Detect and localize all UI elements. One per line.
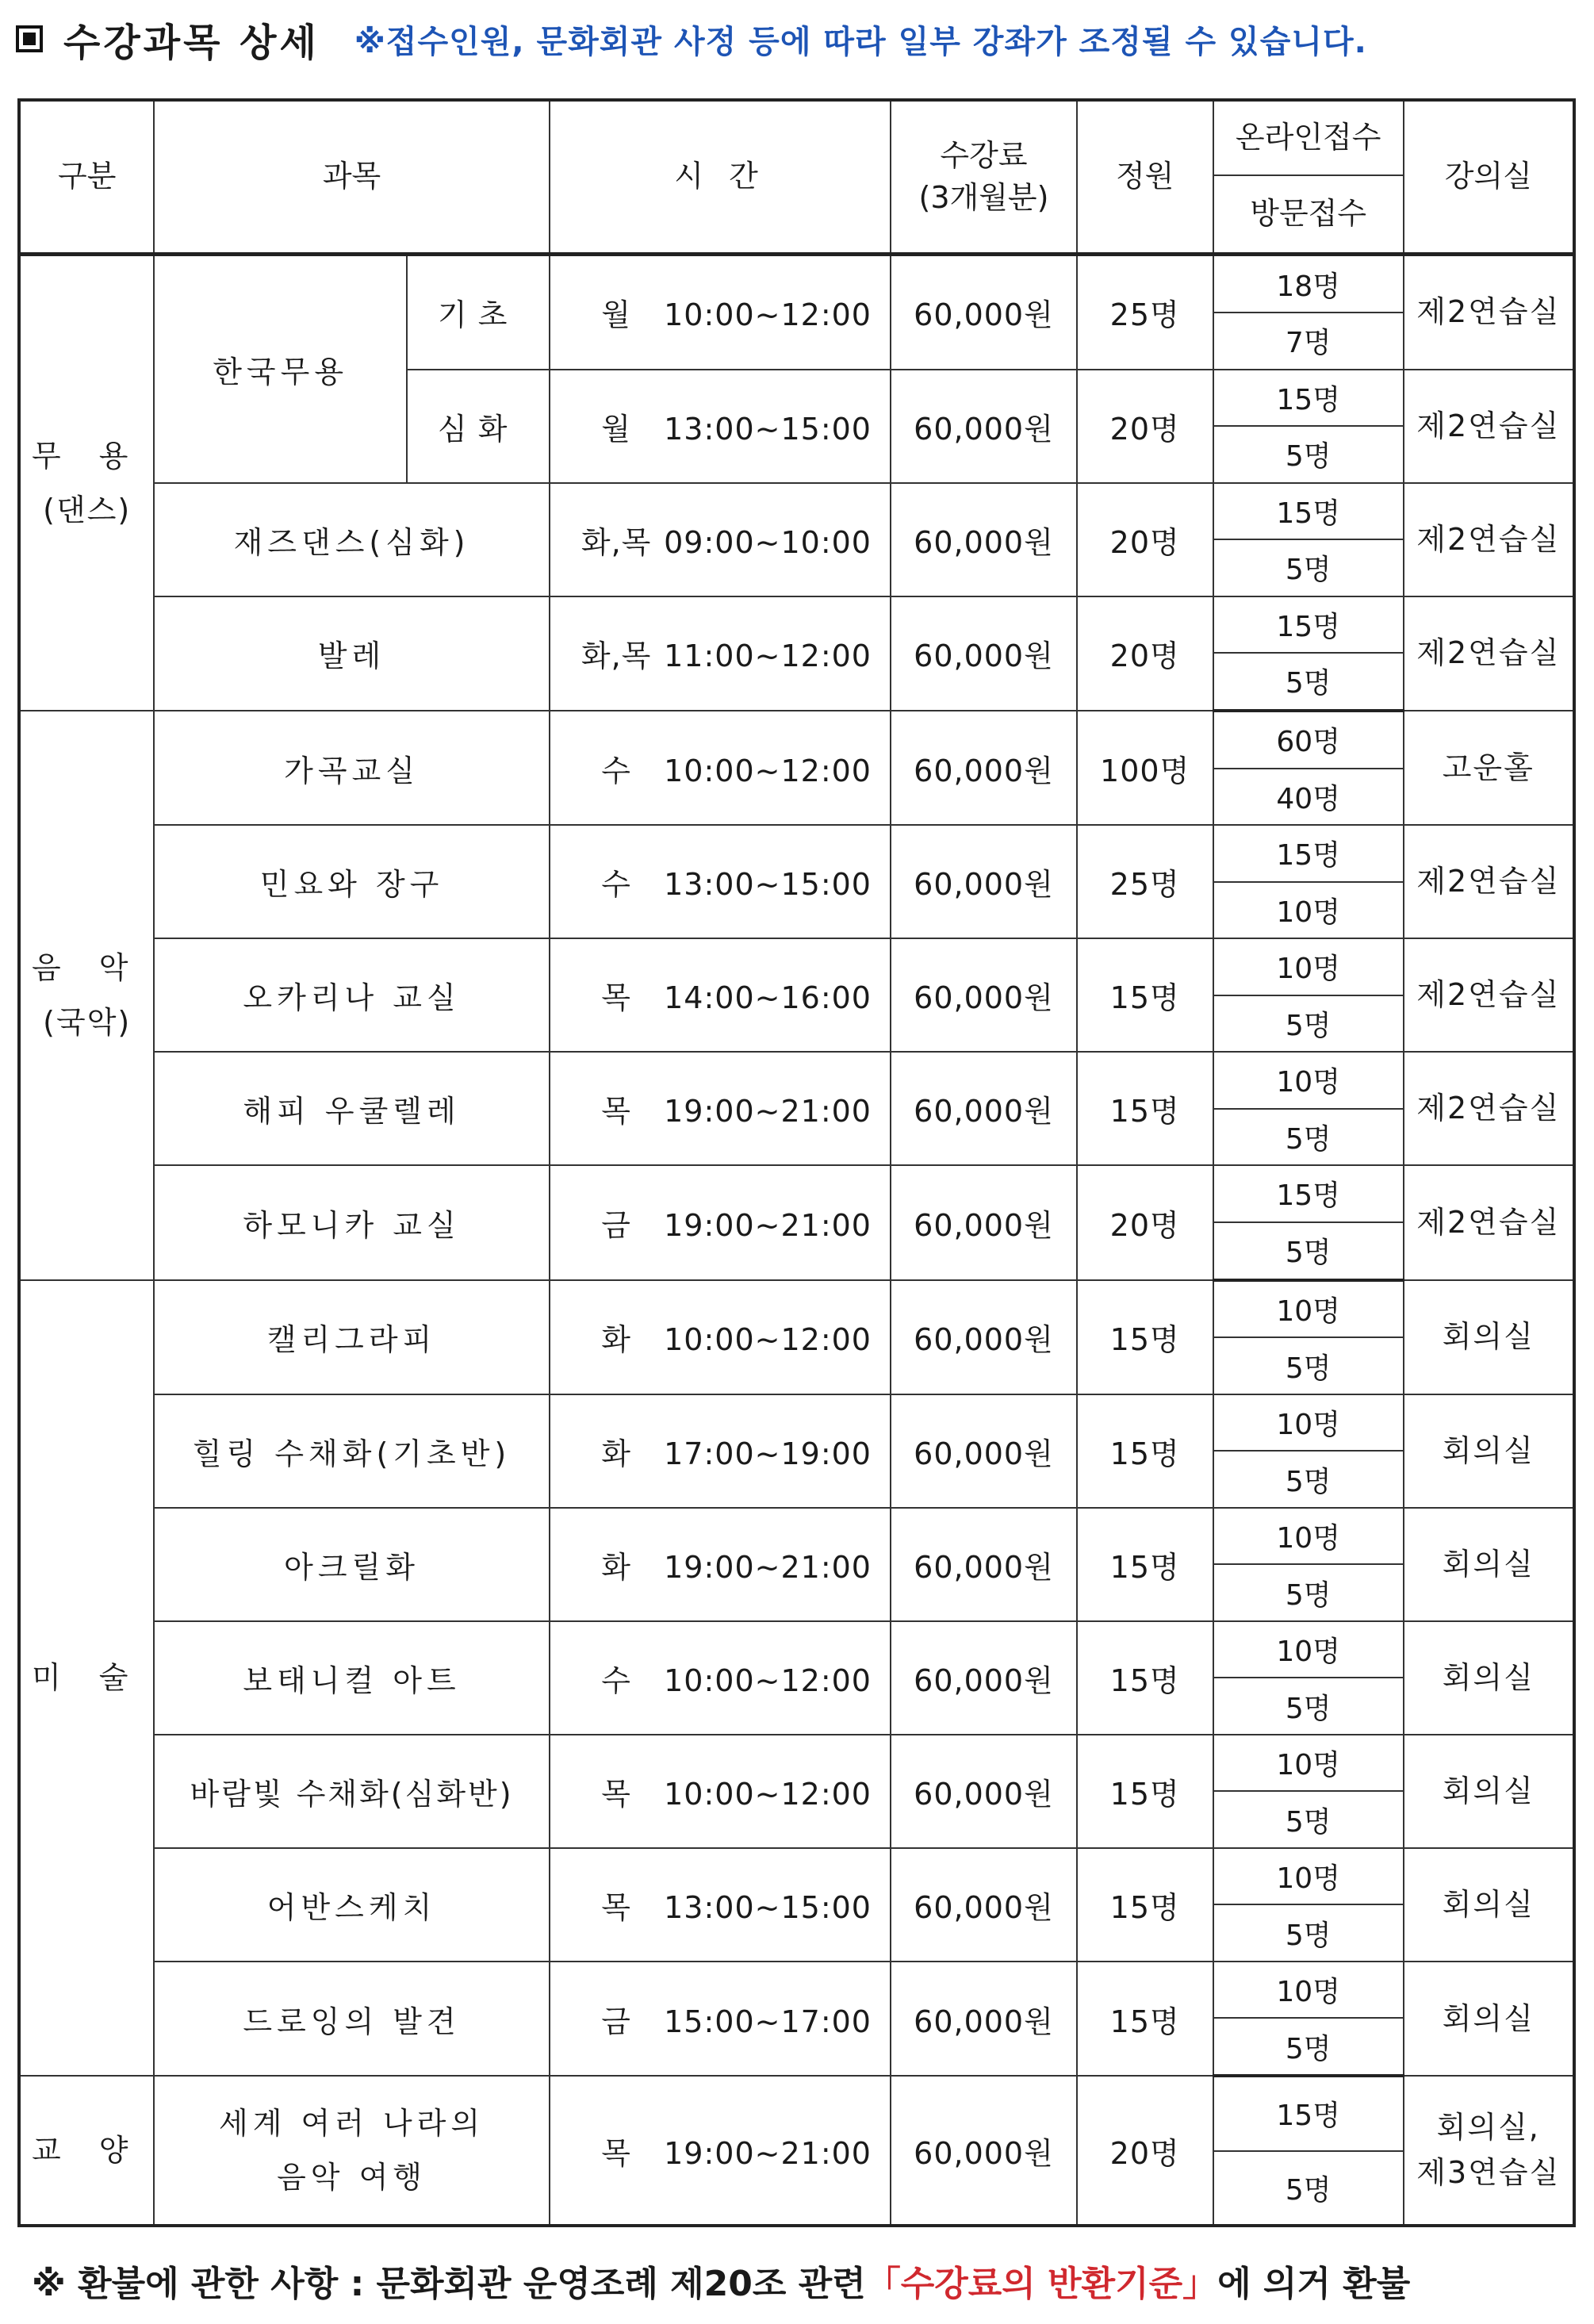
visit-count: 5명: [1213, 1904, 1404, 1962]
online-count: 60명: [1213, 711, 1404, 769]
page-title: 수강과목 상세: [63, 20, 320, 65]
table-row: [19, 938, 1574, 995]
category-label: 교 양: [31, 2132, 143, 2168]
visit-count: 7명: [1213, 313, 1404, 370]
subject-cell: 하모니카 교실: [154, 1165, 549, 1279]
visit-count: 5명: [1213, 2151, 1404, 2226]
visit-count: 5명: [1213, 995, 1404, 1053]
table-row: [19, 711, 1574, 769]
category-culture: [19, 2076, 154, 2226]
online-count: 15명: [1213, 2076, 1404, 2150]
subject-cell: 바람빛 수채화(심화반): [154, 1735, 549, 1848]
room-cell: 제2연습실: [1404, 1165, 1574, 1279]
fee-cell: 60,000원: [891, 711, 1076, 825]
time-cell: [550, 1394, 891, 1508]
header-fee: [891, 100, 1076, 255]
day-text: 목: [601, 1776, 631, 1812]
visit-count: 5명: [1213, 1337, 1404, 1394]
time-text: 10:00~12:00: [664, 1322, 872, 1358]
time-cell: [550, 2076, 891, 2226]
visit-count: 5명: [1213, 1678, 1404, 1735]
day-text: 월: [601, 297, 631, 333]
room-cell: 회의실: [1404, 1394, 1574, 1508]
online-count: 10명: [1213, 1735, 1404, 1792]
header-time: 시 간: [550, 100, 891, 255]
time-text: 19:00~21:00: [664, 2135, 872, 2171]
fee-cell: 60,000원: [891, 1052, 1076, 1165]
subject-cell: 해피 우쿨렐레: [154, 1052, 549, 1165]
fee-cell: 60,000원: [891, 370, 1076, 483]
subject-cell: 발레: [154, 596, 549, 711]
fee-cell: 60,000원: [891, 1735, 1076, 1848]
visit-count: 5명: [1213, 1791, 1404, 1848]
day-text: 월: [601, 411, 631, 447]
fee-cell: 60,000원: [891, 483, 1076, 596]
header-subject: 과목: [154, 100, 549, 255]
room-cell: 회의실: [1404, 1621, 1574, 1735]
subject-line-1: 세계 여러 나라의: [218, 2105, 485, 2141]
online-count: 10명: [1213, 1052, 1404, 1109]
visit-count: 5명: [1213, 1564, 1404, 1621]
capacity-cell: 15명: [1077, 1962, 1213, 2076]
table-row: [19, 1848, 1574, 1905]
subject-cell: [154, 2076, 549, 2226]
time-text: 19:00~21:00: [664, 1549, 872, 1585]
subject-cell: 캘리그라피: [154, 1280, 549, 1394]
category-sublabel: (댄스): [43, 492, 132, 527]
subject-cell: 어반스케치: [154, 1848, 549, 1962]
time-text: 17:00~19:00: [664, 1436, 872, 1471]
subject-cell: 한국무용: [154, 255, 406, 483]
day-text: 목: [601, 2135, 631, 2171]
time-cell: [550, 1848, 891, 1962]
capacity-cell: 15명: [1077, 1621, 1213, 1735]
section-title: [16, 11, 1586, 67]
online-count: 10명: [1213, 1848, 1404, 1905]
online-count: 10명: [1213, 1508, 1404, 1565]
capacity-cell: 15명: [1077, 1735, 1213, 1848]
time-text: 10:00~12:00: [664, 753, 872, 788]
capacity-cell: 20명: [1077, 596, 1213, 711]
table-row: [19, 2076, 1574, 2150]
capacity-cell: 15명: [1077, 1848, 1213, 1962]
online-count: 18명: [1213, 255, 1404, 313]
time-text: 14:00~16:00: [664, 980, 872, 1016]
room-cell: 고운홀: [1404, 711, 1574, 825]
capacity-cell: 20명: [1077, 370, 1213, 483]
table-row: [19, 1508, 1574, 1565]
day-text: 수: [601, 753, 631, 788]
day-text: 목: [601, 1094, 631, 1129]
table-row: [19, 255, 1574, 313]
fee-cell: 60,000원: [891, 1394, 1076, 1508]
capacity-cell: 20명: [1077, 2076, 1213, 2226]
time-cell: [550, 255, 891, 370]
time-cell: [550, 370, 891, 483]
visit-count: 5명: [1213, 653, 1404, 711]
visit-count: 10명: [1213, 882, 1404, 939]
visit-count: 5명: [1213, 2018, 1404, 2076]
time-cell: [550, 1508, 891, 1621]
category-label: 무 용: [31, 438, 143, 474]
online-count: 10명: [1213, 1394, 1404, 1452]
time-cell: [550, 1280, 891, 1394]
fee-cell: 60,000원: [891, 1165, 1076, 1279]
header-fee-sub: (3개월분): [918, 180, 1049, 215]
capacity-cell: 25명: [1077, 825, 1213, 938]
header-online: 온라인접수: [1213, 100, 1404, 175]
fee-cell: 60,000원: [891, 2076, 1076, 2226]
visit-count: 5명: [1213, 539, 1404, 596]
header-fee-label: 수강료: [940, 137, 1028, 173]
online-count: 15명: [1213, 483, 1404, 540]
time-cell: [550, 1735, 891, 1848]
time-text: 13:00~15:00: [664, 1889, 872, 1925]
room-cell: 제2연습실: [1404, 596, 1574, 711]
fee-cell: 60,000원: [891, 825, 1076, 938]
room-cell: 회의실: [1404, 1280, 1574, 1394]
capacity-cell: 20명: [1077, 1165, 1213, 1279]
day-text: 화,목: [581, 639, 652, 674]
time-text: 10:00~12:00: [664, 1776, 872, 1812]
capacity-cell: 15명: [1077, 1508, 1213, 1621]
table-row: [19, 1280, 1574, 1338]
room-cell: 회의실: [1404, 1735, 1574, 1848]
table-row: [19, 1165, 1574, 1222]
day-text: 목: [601, 1889, 631, 1925]
time-text: 19:00~21:00: [664, 1207, 872, 1243]
category-dance: [19, 255, 154, 711]
time-cell: [550, 1052, 891, 1165]
room-cell: 제2연습실: [1404, 255, 1574, 370]
time-text: 19:00~21:00: [664, 1094, 872, 1129]
subject-cell: 아크릴화: [154, 1508, 549, 1621]
online-count: 15명: [1213, 1165, 1404, 1222]
fee-cell: 60,000원: [891, 1508, 1076, 1621]
online-count: 15명: [1213, 825, 1404, 882]
header-room: 강의실: [1404, 100, 1574, 255]
table-row: [19, 1735, 1574, 1792]
time-cell: [550, 711, 891, 825]
room-line-1: 회의실,: [1436, 2110, 1540, 2146]
day-text: 화,목: [581, 524, 652, 560]
time-text: 10:00~12:00: [664, 297, 872, 333]
table-row: [19, 1394, 1574, 1452]
table-row: [19, 1621, 1574, 1678]
subject-cell: 민요와 장구: [154, 825, 549, 938]
time-cell: [550, 483, 891, 596]
subject-cell: 가곡교실: [154, 711, 549, 825]
time-cell: [550, 596, 891, 711]
time-text: 09:00~10:00: [664, 524, 872, 560]
course-table: [17, 98, 1576, 2227]
day-text: 수: [601, 1662, 631, 1698]
level-cell: 기초: [407, 255, 550, 370]
capacity-cell: 100명: [1077, 711, 1213, 825]
day-text: 화: [601, 1322, 631, 1358]
footnote-highlight: 「수강료의 반환기준」: [865, 2264, 1218, 2304]
visit-count: 40명: [1213, 769, 1404, 826]
fee-cell: 60,000원: [891, 255, 1076, 370]
room-cell: 제2연습실: [1404, 938, 1574, 1052]
time-text: 15:00~17:00: [664, 2004, 872, 2039]
header-category: 구분: [19, 100, 154, 255]
time-text: 11:00~12:00: [664, 639, 872, 674]
time-cell: [550, 1165, 891, 1279]
fee-cell: 60,000원: [891, 1621, 1076, 1735]
time-cell: [550, 1962, 891, 2076]
room-cell: 회의실: [1404, 1508, 1574, 1621]
fee-cell: 60,000원: [891, 596, 1076, 711]
footnote-prefix: ※ 환불에 관한 사항 : 문화회관 운영조례 제20조 관련: [32, 2264, 866, 2304]
header-capacity: 정원: [1077, 100, 1213, 255]
capacity-cell: 25명: [1077, 255, 1213, 370]
room-line-2: 제3연습실: [1416, 2155, 1561, 2191]
room-cell: 제2연습실: [1404, 825, 1574, 938]
level-cell: 심화: [407, 370, 550, 483]
time-cell: [550, 1621, 891, 1735]
table-row: [19, 1052, 1574, 1109]
subject-cell: 힐링 수채화(기초반): [154, 1394, 549, 1508]
visit-count: 5명: [1213, 1451, 1404, 1508]
table-row: [19, 1962, 1574, 2019]
capacity-cell: 15명: [1077, 1394, 1213, 1508]
capacity-cell: 15명: [1077, 938, 1213, 1052]
day-text: 화: [601, 1436, 631, 1471]
square-bullet-icon: [16, 25, 43, 52]
time-cell: [550, 938, 891, 1052]
table-row: [19, 483, 1574, 540]
table-row: [19, 825, 1574, 882]
capacity-cell: 15명: [1077, 1052, 1213, 1165]
time-text: 13:00~15:00: [664, 411, 872, 447]
category-label: 음 악: [31, 950, 143, 986]
refund-footnote: [32, 2253, 1578, 2308]
subject-line-2: 음악 여행: [277, 2160, 427, 2196]
category-sublabel: (국악): [43, 1004, 132, 1040]
room-cell: 제2연습실: [1404, 483, 1574, 596]
room-cell: 회의실: [1404, 1962, 1574, 2076]
day-text: 금: [601, 1207, 631, 1243]
visit-count: 5명: [1213, 426, 1404, 483]
capacity-cell: 20명: [1077, 483, 1213, 596]
fee-cell: 60,000원: [891, 1962, 1076, 2076]
online-count: 15명: [1213, 370, 1404, 427]
day-text: 수: [601, 867, 631, 903]
fee-cell: 60,000원: [891, 1848, 1076, 1962]
day-text: 화: [601, 1549, 631, 1585]
header-visit: 방문접수: [1213, 175, 1404, 255]
online-count: 10명: [1213, 1621, 1404, 1678]
time-text: 10:00~12:00: [664, 1662, 872, 1698]
category-art: [19, 1280, 154, 2077]
subject-cell: 보태니컬 아트: [154, 1621, 549, 1735]
fee-cell: 60,000원: [891, 938, 1076, 1052]
subject-cell: 오카리나 교실: [154, 938, 549, 1052]
fee-cell: 60,000원: [891, 1280, 1076, 1394]
visit-count: 5명: [1213, 1222, 1404, 1280]
online-count: 10명: [1213, 1280, 1404, 1338]
table-row: [19, 596, 1574, 654]
online-count: 10명: [1213, 938, 1404, 995]
category-label: 미 술: [31, 1660, 143, 1696]
room-cell: 제2연습실: [1404, 1052, 1574, 1165]
subject-cell: 재즈댄스(심화): [154, 483, 549, 596]
day-text: 금: [601, 2004, 631, 2039]
time-cell: [550, 825, 891, 938]
footnote-suffix: 에 의거 환불: [1217, 2264, 1411, 2304]
subject-cell: 드로잉의 발견: [154, 1962, 549, 2076]
capacity-cell: 15명: [1077, 1280, 1213, 1394]
day-text: 목: [601, 980, 631, 1016]
room-cell: 회의실: [1404, 1848, 1574, 1962]
title-note: ※접수인원, 문화회관 사정 등에 따라 일부 강좌가 조정될 수 있습니다.: [354, 23, 1367, 60]
online-count: 15명: [1213, 596, 1404, 654]
category-music: [19, 711, 154, 1280]
visit-count: 5명: [1213, 1109, 1404, 1166]
time-text: 13:00~15:00: [664, 867, 872, 903]
online-count: 10명: [1213, 1962, 1404, 2019]
room-cell: [1404, 2076, 1574, 2226]
room-cell: 제2연습실: [1404, 370, 1574, 483]
